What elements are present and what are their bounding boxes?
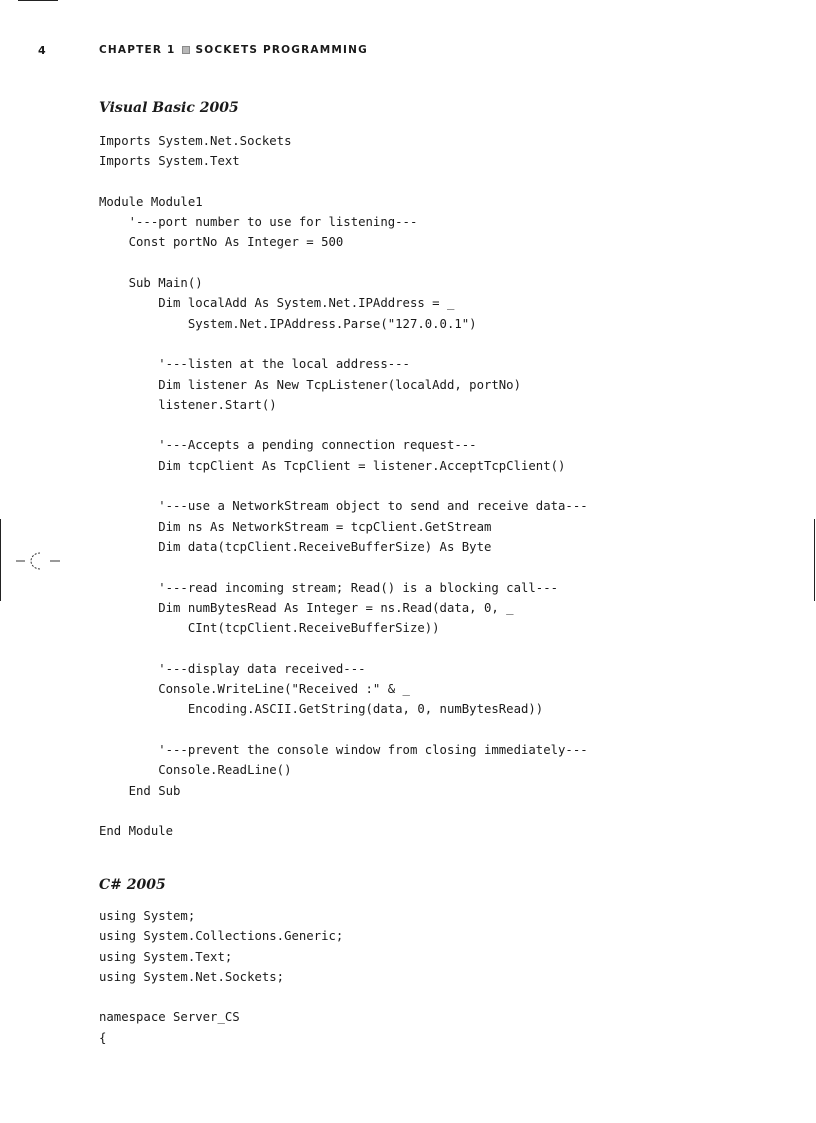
square-icon <box>182 46 190 54</box>
vb-code-line: System.Net.IPAddress.Parse("127.0.0.1") <box>99 316 477 331</box>
vb-code-line <box>99 172 588 192</box>
cs-code-line: using System.Text; <box>99 949 233 964</box>
cs-code-listing <box>99 906 343 1048</box>
cs-code-line: using System.Net.Sockets; <box>99 969 285 984</box>
vb-code-line: Console.WriteLine("Received :" & _ <box>99 682 410 697</box>
cs-section-heading: C# 2005 <box>99 877 166 893</box>
margin-rule-right <box>814 519 815 601</box>
vb-code-line: Dim localAdd As System.Net.IPAddress = _ <box>99 296 455 311</box>
cs-code-line: { <box>99 1030 107 1045</box>
vb-code-line <box>99 801 588 821</box>
cs-code-line: namespace Server_CS <box>99 1010 240 1025</box>
top-rule <box>18 0 58 1</box>
vb-code-line <box>99 476 588 496</box>
vb-code-line: listener.Start() <box>99 397 277 412</box>
vb-code-line: Const portNo As Integer = 500 <box>99 235 344 250</box>
vb-code-line: Imports System.Net.Sockets <box>99 134 292 148</box>
vb-code-line: End Module <box>99 824 174 839</box>
page-number: 4 <box>38 44 46 57</box>
cs-code-line: using System.Collections.Generic; <box>99 929 344 944</box>
vb-code-line: Dim ns As NetworkStream = tcpClient.GetStream <box>99 519 492 534</box>
vb-code-line: '---port number to use for listening--- <box>99 215 418 230</box>
vb-code-line: Console.ReadLine() <box>99 763 292 778</box>
vb-code-line <box>99 415 588 435</box>
cs-code-line: using System; <box>99 909 196 923</box>
vb-code-line: Dim numBytesRead As Integer = ns.Read(data, 0, _ <box>99 600 514 615</box>
vb-code-line: '---Accepts a pending connection request--- <box>99 438 477 453</box>
vb-code-line: Dim tcpClient As TcpClient = listener.AcceptTcpClient() <box>99 458 566 473</box>
vb-code-line <box>99 557 588 577</box>
vb-code-line: '---prevent the console window from closing immediately--- <box>99 742 588 757</box>
vb-code-line <box>99 253 588 273</box>
chapter-label: CHAPTER 1 <box>99 44 176 56</box>
vb-code-line: Sub Main() <box>99 276 203 291</box>
vb-section-heading: Visual Basic 2005 <box>99 100 239 116</box>
vb-code-line: Dim listener As New TcpListener(localAdd, portNo) <box>99 377 521 392</box>
vb-code-line: '---read incoming stream; Read() is a blocking call--- <box>99 580 559 595</box>
vb-code-line: '---listen at the local address--- <box>99 357 410 372</box>
vb-code-line: CInt(tcpClient.ReceiveBufferSize)) <box>99 621 440 636</box>
cs-code-line <box>99 987 343 1007</box>
vb-code-line <box>99 720 588 740</box>
vb-code-listing <box>99 131 588 841</box>
crop-mark-icon <box>16 549 62 573</box>
vb-code-line <box>99 638 588 658</box>
vb-code-line: Encoding.ASCII.GetString(data, 0, numBytesRead)) <box>99 702 544 717</box>
vb-code-line: Imports System.Text <box>99 154 240 169</box>
margin-rule-left <box>0 519 1 601</box>
vb-code-line: End Sub <box>99 783 181 798</box>
chapter-title: SOCKETS PROGRAMMING <box>195 44 368 56</box>
running-head <box>99 44 368 56</box>
vb-code-line: '---use a NetworkStream object to send and receive data--- <box>99 499 588 514</box>
vb-code-line <box>99 334 588 354</box>
vb-code-line: Dim data(tcpClient.ReceiveBufferSize) As Byte <box>99 539 492 554</box>
vb-code-line: '---display data received--- <box>99 661 366 676</box>
vb-code-line: Module Module1 <box>99 194 203 209</box>
